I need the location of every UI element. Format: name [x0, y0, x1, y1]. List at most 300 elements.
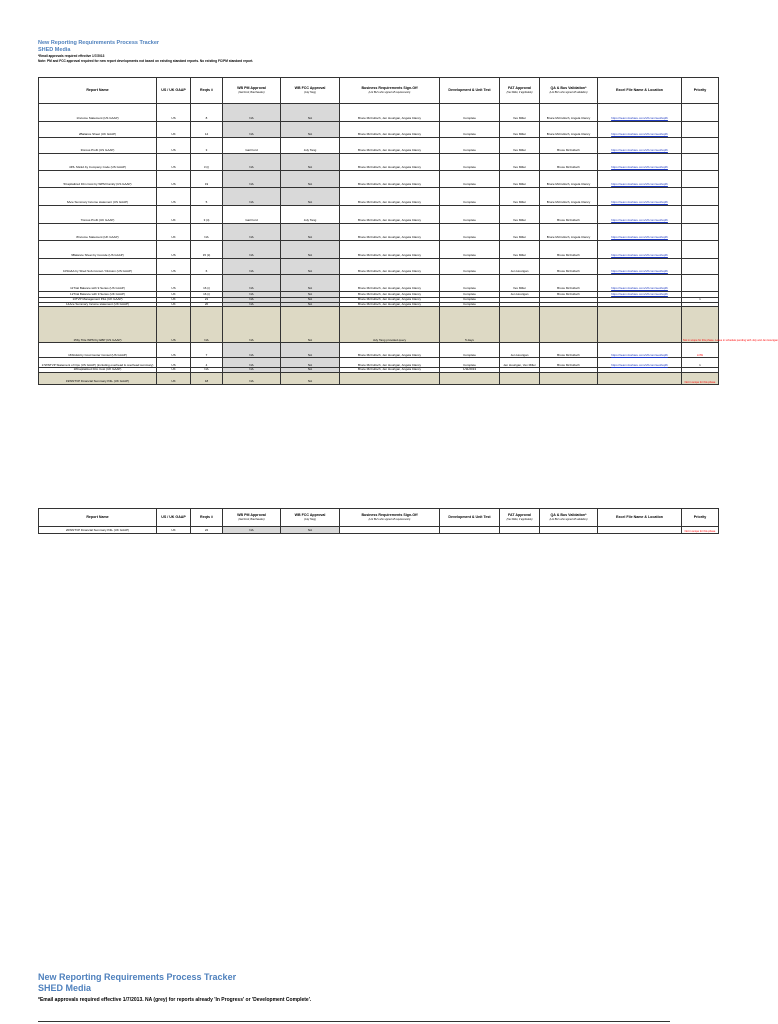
report-name: SG&A by Shed Sub-Consol / Division (US GAAP) — [66, 269, 133, 274]
cell-pm: Gail Ford — [223, 206, 281, 224]
tracker-header — [38, 40, 253, 63]
cell-file[interactable]: https://team.itsshare.com/sff.com/sed/sql/b — [598, 292, 682, 298]
table-row — [39, 171, 719, 188]
column-label: QA & Bus Validation* — [550, 513, 587, 518]
report-name: Balance Sheet (UK GAAP) — [80, 132, 117, 137]
cell-gaap: UK — [157, 224, 191, 241]
cell-pri — [682, 171, 719, 188]
cell-gaap: US — [157, 241, 191, 259]
cell-pri — [682, 259, 719, 275]
cell-pri — [682, 224, 719, 241]
cell-fcc: July Tang — [281, 138, 340, 154]
cell-pri — [682, 275, 719, 292]
cell-brs: Bruce McCulloch, Jen Hourigan, Angela Clancy — [340, 171, 440, 188]
report-name: Income Statement (US GAAP) — [78, 116, 119, 121]
cell-brs: Bruce McCulloch, Jen Hourigan, Angela Clancy — [340, 259, 440, 275]
cell-qa: Bruce McCulloch — [540, 138, 598, 154]
column-label: WB PM Approval — [237, 86, 266, 91]
column-label: US / UK GAAP — [161, 514, 186, 519]
cell-gaap: UK — [157, 527, 191, 534]
cell-qa: Bruce McCulloch, Angela Clancy — [540, 104, 598, 122]
cell-dev: Complete — [440, 104, 500, 122]
column-header — [500, 509, 540, 527]
cell-reqts: NA — [191, 224, 223, 241]
report-name: Ace Summary Income statement (US GAAP) — [68, 200, 129, 205]
cell-brs — [340, 372, 440, 384]
cell-brs: Bruce McCulloch, Jen Hourigan, Angela Clancy — [340, 292, 440, 298]
column-label: Priority — [693, 514, 707, 519]
column-sublabel: (Vex Miller, if applicable) — [506, 517, 533, 521]
column-header — [223, 509, 281, 527]
cell-fcc: NA — [281, 527, 340, 534]
report-name: P/L SG&A by Company Code (US GAAP) — [70, 165, 126, 170]
cell-qa: Bruce McCulloch, Angela Clancy — [540, 188, 598, 206]
column-header — [223, 78, 281, 104]
cell-pm: NA — [223, 372, 281, 384]
cell-brs: Bruce McCulloch, Jen Hourigan, Angela Clancy — [340, 224, 440, 241]
cell-qa: Bruce McCulloch — [540, 292, 598, 298]
cell-fat: Vex Miller — [500, 104, 540, 122]
cell-pri: Not in scope for this phase. Leave in schedule pending with July and Jen Hourigan — [682, 307, 719, 343]
cell-name — [39, 358, 157, 368]
cell-reqts: NA — [191, 368, 223, 373]
cell-qa: Bruce McCulloch — [540, 154, 598, 171]
report-name: Capitalized Film Cost (UK GAAP) — [76, 367, 122, 372]
cell-reqts: 21 — [191, 298, 223, 303]
cell-gaap: UK — [157, 122, 191, 138]
cell-fat: Jen Hourigan — [500, 259, 540, 275]
report-name: Trial Balance with 9 Series (UK GAAP) — [73, 292, 125, 297]
cell-gaap: UK — [157, 206, 191, 224]
cell-dev: Complete — [440, 224, 500, 241]
cell-pri — [682, 241, 719, 259]
report-name: Gross Profit (US GAAP) — [82, 148, 115, 153]
cell-qa — [540, 372, 598, 384]
cell-brs: Bruce McCulloch, Jen Hourigan, Angela Clancy — [340, 206, 440, 224]
column-header — [281, 78, 340, 104]
cell-gaap: US — [157, 259, 191, 275]
table-row — [39, 188, 719, 206]
tracker-title: New Reporting Requirements Process Tracker — [38, 40, 160, 46]
report-name: Ace Summary Income statement (UK GAAP) — [69, 301, 130, 306]
row-number: 18 — [73, 367, 77, 372]
cell-pm: NA — [223, 307, 281, 343]
cell-fat: Vex Miller — [500, 241, 540, 259]
row-number: 2 — [78, 132, 81, 137]
cell-reqts: 14 — [191, 122, 223, 138]
report-name: by Title WPM by EBP (US GAAP) — [76, 337, 122, 342]
cell-gaap: US — [157, 138, 191, 154]
cell-name — [39, 343, 157, 358]
cell-fat — [500, 372, 540, 384]
cell-dev: Complete — [440, 259, 500, 275]
cell-reqts: 5 — [191, 188, 223, 206]
cell-fcc: NA — [281, 368, 340, 373]
cell-fcc: NA — [281, 154, 340, 171]
cell-pri — [682, 138, 719, 154]
column-sublabel: (List BU's who signed off validation) — [549, 517, 588, 521]
cell-dev — [440, 372, 500, 384]
cell-fat: Jen Hourigan, Vex Miller — [500, 358, 540, 368]
table-top-border — [38, 1021, 670, 1022]
cell-name — [39, 138, 157, 154]
table-row — [39, 527, 719, 534]
column-label: FAT Approval — [508, 513, 531, 518]
cell-fat: Jen Hourigan — [500, 343, 540, 358]
cell-brs: Bruce McCulloch, Jen Hourigan, Angela Clancy — [340, 343, 440, 358]
column-label: QA & Bus Validation* — [550, 86, 587, 91]
cell-pri: Not in scope for this phase — [682, 372, 719, 384]
cell-file[interactable]: https://team.itsshare.com/sff.com/sed/sql/b — [598, 171, 682, 188]
column-header — [682, 509, 719, 527]
cell-dev: 5 days — [440, 307, 500, 343]
column-label: Development & Unit Test — [448, 87, 491, 92]
cell-gaap: US — [157, 358, 191, 368]
cell-reqts: 4 — [191, 358, 223, 368]
cell-file[interactable]: https://team.itsshare.com/sff.com/sed/sql/b — [598, 206, 682, 224]
column-label: Report Name — [86, 87, 109, 92]
cell-fat: Vex Miller — [500, 171, 540, 188]
column-label: Business Requirements Sign-Off — [361, 513, 418, 518]
cell-fcc: NA — [281, 224, 340, 241]
approval-note: *Email approvals required effective 1/7/2013. NA (grey) for reports already 'In Progress' or 'Development Complete'. — [38, 997, 312, 1003]
column-header — [157, 78, 191, 104]
column-label: Excel File Name & Location — [616, 514, 663, 519]
cell-name — [39, 259, 157, 275]
column-header — [340, 509, 440, 527]
column-label: Reqts # — [200, 87, 213, 92]
cell-qa: Bruce McCulloch — [540, 358, 598, 368]
row-number: 19 — [65, 379, 70, 384]
cell-reqts: 18 — [191, 372, 223, 384]
cell-name — [39, 224, 157, 241]
tracker-table-continued — [38, 508, 719, 534]
column-header — [39, 509, 157, 527]
row-number: 6 — [66, 200, 69, 205]
cell-fcc: NA — [281, 372, 340, 384]
tracker-subtitle: SHED Media — [38, 47, 71, 53]
column-header — [598, 78, 682, 104]
cell-fat: Jen Hourigan — [500, 292, 540, 298]
cell-reqts: 6 — [191, 259, 223, 275]
column-header — [281, 509, 340, 527]
table-header-row — [39, 509, 719, 527]
cell-dev: 1/11/2013 — [440, 368, 500, 373]
report-name: Gross Profit (UK GAAP) — [82, 218, 115, 223]
cell-qa: Bruce McCulloch, Angela Clancy — [540, 171, 598, 188]
cell-file[interactable]: https://team.itsshare.com/sff.com/sed/sql/b — [598, 343, 682, 358]
tracker-header-repeat — [38, 972, 311, 1004]
column-sublabel: (List BU's who signed off validation) — [549, 90, 588, 94]
cell-fcc: NA — [281, 241, 340, 259]
row-number: 3 — [80, 148, 83, 153]
cell-pri — [682, 154, 719, 171]
cell-fat: Vex Miller — [500, 138, 540, 154]
cell-reqts: 7 — [191, 343, 223, 358]
cell-pm: NA — [223, 122, 281, 138]
cell-gaap: US — [157, 104, 191, 122]
cell-brs: Bruce McCulloch, Jen Hourigan, Angela Clancy — [340, 302, 440, 307]
tracker-subtitle: SHED Media — [38, 983, 92, 993]
cell-gaap: UK — [157, 292, 191, 298]
column-label: Priority — [693, 87, 707, 92]
cell-pm: NA — [223, 292, 281, 298]
cell-brs: Bruce McCulloch, Jen Hourigan, Angela Clancy — [340, 275, 440, 292]
cell-file[interactable]: https://team.itsshare.com/sff.com/sed/sql/b — [598, 358, 682, 368]
column-label: WB PM Approval — [237, 513, 266, 518]
cell-fcc: NA — [281, 298, 340, 303]
cell-fat: Vex Miller — [500, 188, 540, 206]
cell-name — [39, 171, 157, 188]
cell-reqts: 20 — [191, 302, 223, 307]
cell-pri: 1 — [682, 298, 719, 303]
cell-reqts: 19 — [191, 171, 223, 188]
cell-pri: Not in scope for this phase — [682, 527, 719, 534]
cell-qa: Bruce McCulloch, Angela Clancy — [540, 122, 598, 138]
cell-dev: Complete — [440, 171, 500, 188]
cell-name — [39, 527, 157, 534]
cell-dev: Complete — [440, 343, 500, 358]
cell-name — [39, 372, 157, 384]
cell-name — [39, 275, 157, 292]
column-sublabel: (July Tang) — [304, 90, 316, 94]
cell-reqts: 15 (ii) — [191, 241, 223, 259]
column-label: Business Requirements Sign-Off — [361, 86, 418, 91]
cell-qa: Bruce McCulloch — [540, 275, 598, 292]
cell-dev — [440, 527, 500, 534]
cell-fat: Vex Miller — [500, 275, 540, 292]
table-row — [39, 372, 719, 384]
cell-fcc: NA — [281, 302, 340, 307]
cell-file[interactable]: https://team.itsshare.com/sff.com/sed/sql/b — [598, 122, 682, 138]
cell-dev: Complete — [440, 122, 500, 138]
column-header — [682, 78, 719, 104]
cell-gaap: US — [157, 343, 191, 358]
cell-dev: Complete — [440, 275, 500, 292]
cell-pm: NA — [223, 171, 281, 188]
cell-dev: Complete — [440, 298, 500, 303]
cell-pm: NA — [223, 224, 281, 241]
row-number: 17 — [41, 362, 45, 367]
cell-reqts: 8 — [191, 104, 223, 122]
column-header — [598, 509, 682, 527]
row-number: 13 — [72, 297, 76, 301]
table-row — [39, 122, 719, 138]
cell-file[interactable]: https://team.itsshare.com/sff.com/sed/sql/b — [598, 224, 682, 241]
cell-fcc: NA — [281, 358, 340, 368]
row-number: 12 — [70, 292, 74, 297]
cell-gaap: UK — [157, 302, 191, 307]
table-row — [39, 104, 719, 122]
tracker-table — [38, 77, 778, 385]
report-name: WNTVP Statement of Ops (US GAAP) (including overhead & overhead summary) — [44, 362, 154, 367]
row-number: 1 — [76, 116, 79, 121]
cell-pri: LOW — [682, 343, 719, 358]
cell-pm: NA — [223, 527, 281, 534]
cell-fcc: NA — [281, 259, 340, 275]
report-name: TVP Management P&L (UK GAAP) — [75, 297, 123, 301]
cell-gaap: US — [157, 188, 191, 206]
cell-pm: NA — [223, 275, 281, 292]
cell-gaap: US — [157, 154, 191, 171]
cell-fcc: NA — [281, 122, 340, 138]
row-number: 14 — [65, 301, 70, 306]
cell-brs: July Tang provided query — [340, 307, 440, 343]
column-header — [340, 78, 440, 104]
table-row — [39, 259, 719, 275]
cell-dev: Complete — [440, 302, 500, 307]
cell-pm: NA — [223, 343, 281, 358]
table-row — [39, 138, 719, 154]
column-header — [440, 78, 500, 104]
cell-qa: Bruce McCulloch — [540, 343, 598, 358]
cell-reqts: 16 (i) — [191, 275, 223, 292]
cell-fat: Vex Miller — [500, 224, 540, 241]
table-row — [39, 307, 719, 343]
cell-brs: Bruce McCulloch, Jen Hourigan, Angela Clancy — [340, 154, 440, 171]
column-header — [191, 509, 223, 527]
cell-pm: NA — [223, 358, 281, 368]
row-number: 11 — [70, 286, 74, 291]
cell-fcc: July Tang — [281, 206, 340, 224]
cell-file — [598, 527, 682, 534]
cell-fat: Vex Miller — [500, 122, 540, 138]
cell-fcc: NA — [281, 275, 340, 292]
column-header — [157, 509, 191, 527]
cell-brs: Bruce McCulloch, Jen Hourigan, Angela Clancy — [340, 122, 440, 138]
cell-gaap: UK — [157, 298, 191, 303]
cell-reqts: 3 (ii) — [191, 206, 223, 224]
report-name: Income Statement (UK GAAP) — [78, 235, 119, 240]
cell-pm: NA — [223, 154, 281, 171]
cell-pm: NA — [223, 302, 281, 307]
report-name: WNTVP Financial Summary P&L (UK GAAP) — [69, 528, 130, 533]
cell-file — [598, 372, 682, 384]
cell-reqts: NA — [191, 307, 223, 343]
cell-brs: Bruce McCulloch, Jen Hourigan, Angela Clancy — [340, 298, 440, 303]
row-number: 8 — [76, 235, 79, 240]
table-row — [39, 206, 719, 224]
table-header-row — [39, 78, 719, 104]
table-row — [39, 358, 719, 368]
cell-gaap: US — [157, 275, 191, 292]
cell-fcc: NA — [281, 188, 340, 206]
cell-fat: Vex Miller — [500, 154, 540, 171]
cell-fcc: NA — [281, 307, 340, 343]
cell-brs: Bruce McCulloch, Jen Hourigan, Angela Clancy — [340, 138, 440, 154]
cell-brs: Bruce McCulloch, Jen Hourigan, Angela Clancy — [340, 368, 440, 373]
cell-fcc: NA — [281, 171, 340, 188]
cell-dev: Complete — [440, 292, 500, 298]
row-number: 9 — [71, 253, 73, 258]
cell-pm: NA — [223, 188, 281, 206]
cell-dev: Complete — [440, 241, 500, 259]
report-name: WNTVP Financial Summary P&L (UK GAAP) — [69, 379, 130, 384]
cell-pm: NA — [223, 298, 281, 303]
cell-brs: Bruce McCulloch, Jen Hourigan, Angela Clancy — [340, 188, 440, 206]
cell-fcc: NA — [281, 104, 340, 122]
column-label: Development & Unit Test — [448, 514, 491, 519]
column-label: Reqts # — [200, 514, 213, 519]
column-label: US / UK GAAP — [161, 87, 186, 92]
column-header — [39, 78, 157, 104]
cell-fcc: NA — [281, 292, 340, 298]
table-row — [39, 275, 719, 292]
cell-qa — [540, 307, 598, 343]
cell-dev: Complete — [440, 154, 500, 171]
column-label: FAT Approval — [508, 86, 531, 91]
cell-qa: Bruce McCulloch — [540, 206, 598, 224]
cell-qa: Bruce McCulloch, Angela Clancy — [540, 224, 598, 241]
cell-name — [39, 188, 157, 206]
column-label: Report Name — [86, 514, 109, 519]
column-header — [540, 78, 598, 104]
cell-gaap: US — [157, 171, 191, 188]
column-sublabel: (Gail Ford, Brad Sauder) — [238, 90, 265, 94]
report-name: Capitalized Film Cost by WPM Family (US GAAP) — [65, 182, 132, 187]
cell-pm: NA — [223, 259, 281, 275]
cell-gaap: US — [157, 307, 191, 343]
cell-name — [39, 241, 157, 259]
cell-dev: Complete — [440, 206, 500, 224]
cell-dev: Complete — [440, 188, 500, 206]
cell-file — [598, 307, 682, 343]
column-sublabel: (July Tang) — [304, 517, 316, 521]
cell-file[interactable]: https://team.itsshare.com/sff.com/sed/sql/b — [598, 138, 682, 154]
table-row — [39, 241, 719, 259]
cell-name — [39, 154, 157, 171]
cell-file[interactable]: https://team.itsshare.com/sff.com/sed/sql/b — [598, 104, 682, 122]
row-number: 5 — [63, 182, 66, 187]
cell-brs — [340, 527, 440, 534]
column-sublabel: (Vex Miller, if applicable) — [506, 90, 533, 94]
column-header — [540, 509, 598, 527]
cell-pm: NA — [223, 104, 281, 122]
cell-pm: NA — [223, 368, 281, 373]
report-name: Balance Sheet by Cocode (US GAAP) — [72, 253, 124, 258]
cell-reqts: 16 (i) — [191, 292, 223, 298]
column-header — [191, 78, 223, 104]
cell-file[interactable]: https://team.itsshare.com/sff.com/sed/sql/b — [598, 241, 682, 259]
cell-file[interactable]: https://team.itsshare.com/sff.com/sed/sql/b — [598, 259, 682, 275]
cell-dev: Complete — [440, 358, 500, 368]
row-number: 10 — [62, 269, 67, 274]
approval-note: *Email approvals required effective 1/7/2013 — [38, 54, 105, 58]
cell-file[interactable]: https://team.itsshare.com/sff.com/sed/sql/b — [598, 275, 682, 292]
cell-name — [39, 206, 157, 224]
cell-pri — [682, 206, 719, 224]
cell-brs: Bruce McCulloch, Jen Hourigan, Angela Clancy — [340, 241, 440, 259]
report-name: Trial Balance with 9 Series (US GAAP) — [73, 286, 125, 291]
row-number: 20 — [65, 528, 70, 533]
column-sublabel: (Gail Ford, Brad Sauder) — [238, 517, 265, 521]
cell-file[interactable]: https://team.itsshare.com/sff.com/sed/sql/b — [598, 154, 682, 171]
table-row — [39, 224, 719, 241]
pm-fcc-note: Note: PM and FCC approval required for new report developments not based on existing standard reports. No existing FC/PM standard report. — [38, 58, 254, 63]
cell-pri — [682, 122, 719, 138]
cell-brs: Bruce McCulloch, Jen Hourigan, Angela Clancy — [340, 358, 440, 368]
cell-pri: 1 — [682, 358, 719, 368]
cell-pri — [682, 104, 719, 122]
cell-reqts: 22 — [191, 527, 223, 534]
cell-file[interactable]: https://team.itsshare.com/sff.com/sed/sql/b — [598, 188, 682, 206]
column-header — [500, 78, 540, 104]
cell-brs: Bruce McCulloch, Jen Hourigan, Angela Clancy — [340, 104, 440, 122]
table-row — [39, 343, 719, 358]
column-label: WB FCC Approval — [294, 86, 326, 91]
column-label: Excel File Name & Location — [616, 87, 663, 92]
cell-pm: NA — [223, 241, 281, 259]
